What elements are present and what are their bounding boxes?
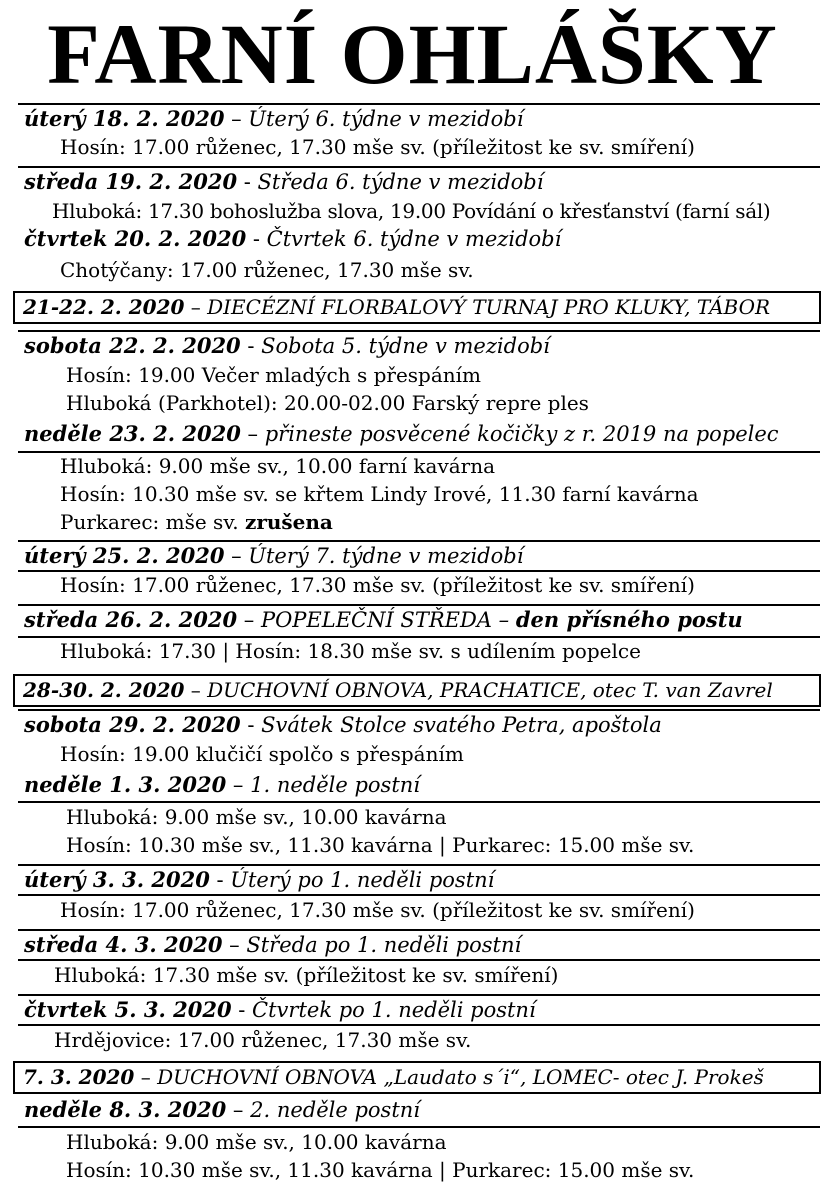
entry-date: neděle 1. 3. 2020 [24,772,227,797]
entry-line: Hosín: 10.30 mše sv., 11.30 kavárna | Purkarec: 15.00 mše sv. [66,833,695,857]
entry-date: 21-22. 2. 2020 [23,295,185,319]
page-title: FARNÍ OHLÁŠKY [47,6,778,102]
entry-date: středa 26. 2. 2020 [24,607,238,632]
entry-date: sobota 29. 2. 2020 [24,712,241,737]
entry-date: 7. 3. 2020 [23,1065,135,1089]
entry-line: Hosín: 17.00 růženec, 17.30 mše sv. (příležitost ke sv. smíření) [60,898,695,922]
entry-header [18,540,820,570]
event-box [13,1061,821,1094]
entry-description: Sobota 5. týdne v mezidobí [261,334,550,358]
event-box [13,674,821,707]
entry-description: Středa 6. týdne v mezidobí [257,170,544,194]
entry-description: 1. neděle postní [250,773,421,797]
entry-line: Hluboká: 9.00 mše sv., 10.00 kavárna [66,805,447,829]
entry-description: Úterý 6. týdne v mezidobí [248,107,524,131]
entry-description: DUCHOVNÍ OBNOVA, PRACHATICE, otec T. van Zavrel [207,678,773,702]
entry-description: Čtvrtek po 1. neděli postní [252,998,536,1022]
entry-line [60,508,333,536]
entry-line: Hosín: 10.30 mše sv. se křtem Lindy Irové, 11.30 farní kavárna [60,482,699,506]
entry-date: úterý 18. 2. 2020 [24,106,225,131]
entry-line: Hosín: 17.00 růženec, 17.30 mše sv. (příležitost ke sv. smíření) [60,573,695,597]
entry-header [18,709,820,739]
entry-line: Hluboká: 17.30 mše sv. (příležitost ke sv. smíření) [54,963,559,987]
entry-separator: – [224,107,249,131]
entry-separator: - [240,713,262,737]
entry-header [18,103,820,133]
entry-date: neděle 8. 3. 2020 [24,1097,227,1122]
entry-description: Úterý 7. týdne v mezidobí [248,544,524,568]
entry-separator: – [184,295,208,319]
entry-separator: – [240,422,265,446]
entry-line: Hosín: 19.00 klučičí spolčo s přespáním [60,742,464,766]
entry-line: Hosín: 17.00 růženec, 17.30 mše sv. (příležitost ke sv. smíření) [60,135,695,159]
entry-separator: - [237,170,258,194]
entry-header [18,1096,820,1126]
entry-description: POPELEČNÍ STŘEDA – [260,608,516,632]
entry-description: přineste posvěcené kočičky z r. 2019 na popelec [264,422,779,446]
entry-separator: – [184,678,208,702]
entry-header [18,330,820,360]
entry-description: Čtvrtek 6. týdne v mezidobí [266,227,562,251]
entry-line: Hluboká: 17.30 bohoslužba slova, 19.00 Povídání o křesťanství (farní sál) [52,199,771,223]
entry-separator: – [226,773,251,797]
cancelled-label: zrušena [244,510,333,534]
entry-line: Hrdějovice: 17.00 růženec, 17.30 mše sv. [54,1028,472,1052]
entry-header [18,864,820,894]
event-box [13,291,821,324]
entry-description: Úterý po 1. neděli postní [230,868,495,892]
entry-line: Chotýčany: 17.00 růženec, 17.30 mše sv. [60,258,474,282]
entry-separator: – [224,544,249,568]
entry-header [18,225,820,255]
entry-date: úterý 25. 2. 2020 [24,543,225,568]
entry-line: Hluboká: 9.00 mše sv., 10.00 kavárna [66,1130,447,1154]
entry-description: DIECÉZNÍ FLORBALOVÝ TURNAJ PRO KLUKY, TÁBOR [207,295,771,319]
entry-header [18,604,820,634]
entry-line: Hluboká: 17.30 | Hosín: 18.30 mše sv. s udílením popelce [60,639,641,663]
entry-header [18,166,820,196]
entry-date: 28-30. 2. 2020 [23,678,185,702]
entry-line: Hosín: 10.30 mše sv., 11.30 kavárna | Purkarec: 15.00 mše sv. [66,1158,695,1182]
entry-separator: – [134,1065,158,1089]
entry-date: středa 4. 3. 2020 [24,932,223,957]
entry-description-bold: den přísného postu [515,607,743,632]
entry-date: sobota 22. 2. 2020 [24,333,241,358]
entry-line-text: Purkarec: mše sv. [60,510,245,534]
entry-separator: - [246,227,267,251]
entry-header [18,929,820,959]
entry-line: Hluboká (Parkhotel): 20.00-02.00 Farský repre ples [66,391,589,415]
entry-separator: – [237,608,261,632]
entry-header [18,771,820,801]
entry-separator: - [209,868,231,892]
entry-date: úterý 3. 3. 2020 [24,867,210,892]
entry-description: DUCHOVNÍ OBNOVA „Laudato s´i“, LOMEC- otec J. Prokeš [157,1065,764,1089]
entry-separator: - [240,334,262,358]
entry-line: Hosín: 19.00 Večer mladých s přespáním [66,363,482,387]
entry-date: neděle 23. 2. 2020 [24,421,241,446]
entry-description: 2. neděle postní [250,1098,421,1122]
entry-separator: – [226,1098,251,1122]
entry-separator: - [231,998,253,1022]
entry-header [18,994,820,1024]
entry-date: středa 19. 2. 2020 [24,169,238,194]
entry-description: Středa po 1. neděli postní [246,933,522,957]
entry-header [18,420,820,450]
entry-description: Svátek Stolce svatého Petra, apoštola [261,713,662,737]
entry-date: čtvrtek 5. 3. 2020 [24,997,232,1022]
entry-separator: – [222,933,247,957]
entry-date: čtvrtek 20. 2. 2020 [24,226,247,251]
entry-line: Hluboká: 9.00 mše sv., 10.00 farní kavárna [60,454,496,478]
